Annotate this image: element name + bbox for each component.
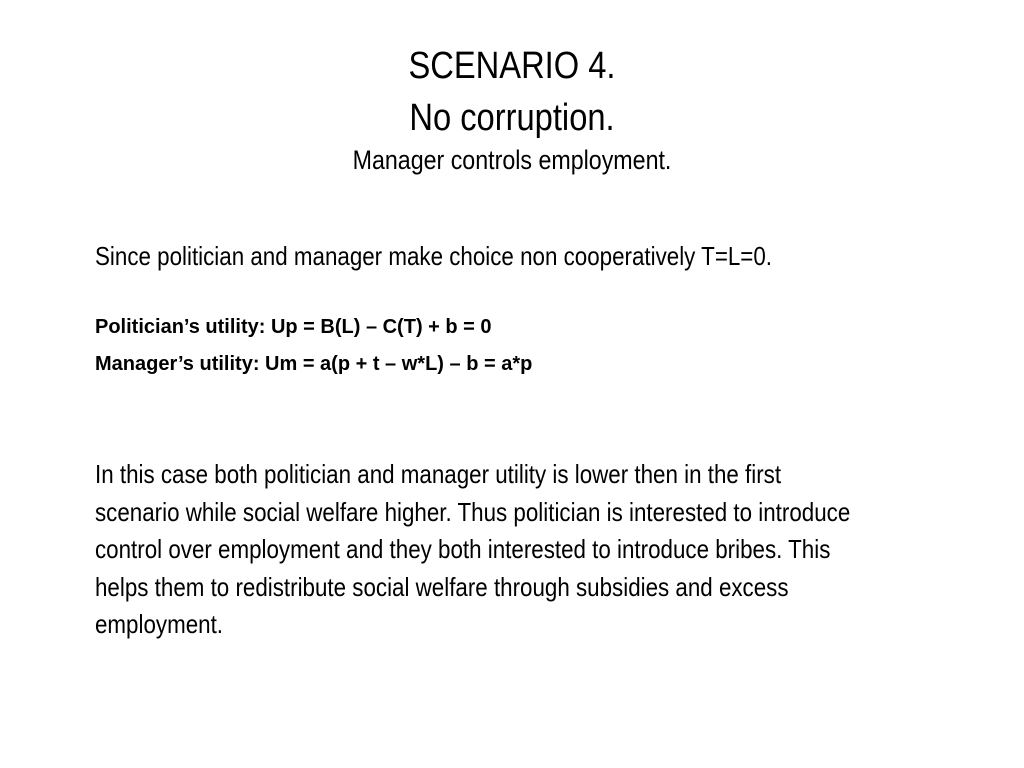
politician-utility-formula: Politician’s utility: Up = B(L) – C(T) + b = 0 [95, 316, 492, 338]
conclusion-line: employment. [95, 609, 224, 639]
slide-title-block [0, 40, 1024, 178]
slide-title: SCENARIO 4. [408, 45, 616, 87]
intro-text: Since politician and manager make choice non cooperatively T=L=0. [95, 241, 773, 271]
slide-subtitle: Manager controls employment. [352, 145, 672, 175]
conclusion-line: helps them to redistribute social welfare through subsidies and excess [95, 571, 789, 602]
conclusion-line: control over employment and they both interested to introduce bribes. This [95, 534, 831, 564]
conclusion-line: In this case both politician and manager utility is lower then in the first [95, 459, 782, 489]
conclusion-paragraph [95, 456, 959, 644]
manager-utility-formula: Manager’s utility: Um = a(p + t – w*L) – b = a*p [95, 353, 533, 375]
conclusion-line: scenario while social welfare higher. Thus politician is interested to introduce [95, 496, 851, 527]
slide-title-second-line: No corruption. [409, 97, 615, 139]
